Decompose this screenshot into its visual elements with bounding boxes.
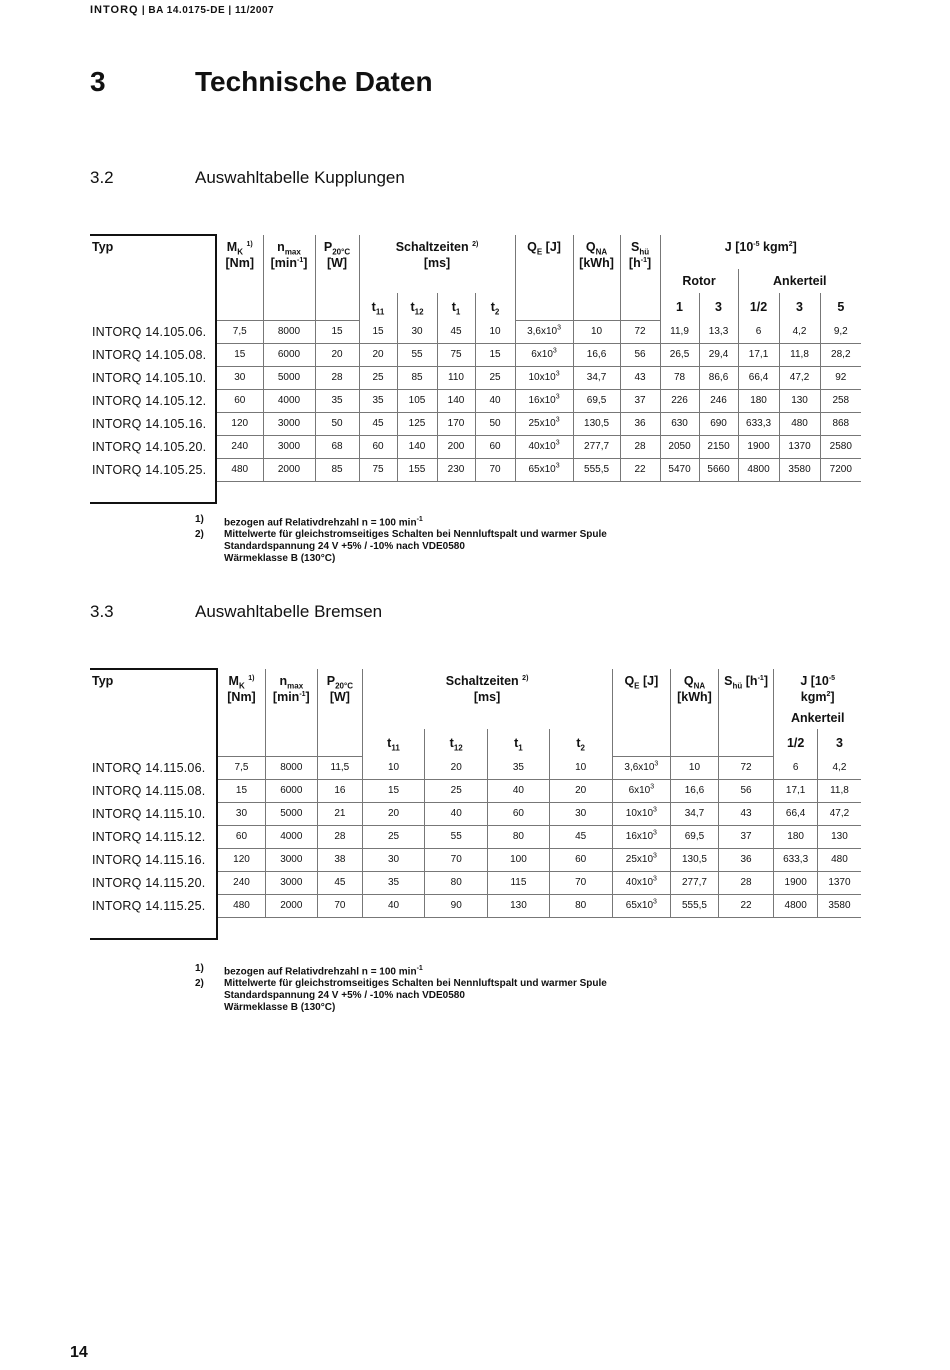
- col-header-ankerteil: Ankerteil: [738, 269, 861, 293]
- table-cell: 13,3: [699, 320, 738, 343]
- table-cell: 28: [620, 435, 660, 458]
- table-cell: 1370: [817, 871, 861, 894]
- table-cell: 66,4: [738, 366, 779, 389]
- table-cell: 25: [359, 366, 397, 389]
- table-cell: 130,5: [671, 848, 719, 871]
- table-row: [90, 779, 861, 802]
- table-cell: 555,5: [671, 894, 719, 917]
- footnote: Wärmeklasse B (130°C): [224, 553, 336, 565]
- col-header-j: J [$10^{-5}$ kgm$^2$]: [660, 235, 861, 269]
- table-cell: 43: [718, 802, 774, 825]
- col-header-anker-3: 3: [779, 293, 820, 320]
- col-header-t1: $t_1$: [488, 729, 550, 756]
- table-cell: 4000: [263, 389, 315, 412]
- type-cell: INTORQ 14.105.25.: [90, 458, 216, 481]
- table-cell: 1900: [738, 435, 779, 458]
- table-cell: 180: [738, 389, 779, 412]
- table-cell: 21: [318, 802, 363, 825]
- table-cell: 3000: [263, 412, 315, 435]
- table-row: [90, 894, 861, 917]
- table-cell: 78: [660, 366, 699, 389]
- table-cell: 20: [359, 343, 397, 366]
- table-cell: 15: [475, 343, 515, 366]
- table-cell: 11,8: [817, 779, 861, 802]
- table-cell: 5660: [699, 458, 738, 481]
- col-header-t1: $t_1$: [437, 293, 475, 320]
- table-cell: 34,7: [671, 802, 719, 825]
- table-cell: 17,1: [738, 343, 779, 366]
- table-cell: 92: [820, 366, 861, 389]
- col-header-p20: $P_{20^\circ C}$ [W]: [318, 669, 363, 729]
- table-cell: 72: [718, 756, 774, 779]
- table-cell: 110: [437, 366, 475, 389]
- table-cell: 75: [437, 343, 475, 366]
- table-cell: 43: [620, 366, 660, 389]
- table-cell: 28: [718, 871, 774, 894]
- kupplungen-table: [90, 234, 861, 504]
- col-header-anker-3: 3: [817, 729, 861, 756]
- table-cell: 10: [573, 320, 620, 343]
- table-cell: 10: [549, 756, 612, 779]
- col-header-qna: $Q_{NA}$ [kWh]: [671, 669, 719, 729]
- col-header-typ: Typ: [90, 669, 217, 729]
- type-cell: INTORQ 14.105.16.: [90, 412, 216, 435]
- col-header-typ: Typ: [90, 235, 216, 293]
- table-cell: 70: [549, 871, 612, 894]
- table-cell: 555,5: [573, 458, 620, 481]
- table-cell: 130: [488, 894, 550, 917]
- table-cell: $40x10^3$: [612, 871, 671, 894]
- table-cell: 90: [425, 894, 488, 917]
- col-header-ankerteil: Ankerteil: [774, 705, 861, 729]
- table-cell: 35: [315, 389, 359, 412]
- table-cell: 34,7: [573, 366, 620, 389]
- col-header-t12: $t_{12}$: [425, 729, 488, 756]
- table-cell: 3580: [779, 458, 820, 481]
- table-cell: 75: [359, 458, 397, 481]
- table-cell: 120: [216, 412, 263, 435]
- table-cell: 40: [425, 802, 488, 825]
- table-cell: 6: [738, 320, 779, 343]
- table-cell: 5000: [263, 366, 315, 389]
- kupplungen-footnotes: [195, 514, 607, 565]
- table-cell: 40: [488, 779, 550, 802]
- table-cell: 26,5: [660, 343, 699, 366]
- table-cell: 4800: [774, 894, 818, 917]
- col-header-p20: $P_{20^\circ C}$ [W]: [315, 235, 359, 293]
- table-cell: 60: [549, 848, 612, 871]
- type-cell: INTORQ 14.115.10.: [90, 802, 217, 825]
- col-header-qe: $Q_E$ [J]: [612, 669, 671, 729]
- table-cell: 55: [425, 825, 488, 848]
- table-cell: 30: [216, 366, 263, 389]
- table-cell: 36: [620, 412, 660, 435]
- col-header-j: J [$10^{-5}$ kgm$^2$]: [774, 669, 861, 705]
- table-cell: 633,3: [774, 848, 818, 871]
- col-header-anker-12: 1/2: [738, 293, 779, 320]
- col-header-anker-5: 5: [820, 293, 861, 320]
- table-cell: 28: [315, 366, 359, 389]
- table-cell: $3,6x10^3$: [515, 320, 573, 343]
- table-cell: $16x10^3$: [612, 825, 671, 848]
- table-cell: 28: [318, 825, 363, 848]
- table-row: [90, 802, 861, 825]
- table-cell: 105: [397, 389, 437, 412]
- col-header-t12: $t_{12}$: [397, 293, 437, 320]
- table-cell: 17,1: [774, 779, 818, 802]
- table-cell: 170: [437, 412, 475, 435]
- col-header-qe: $Q_E$ [J]: [515, 235, 573, 293]
- table-cell: 480: [817, 848, 861, 871]
- table-cell: 80: [488, 825, 550, 848]
- table-cell: 30: [217, 802, 265, 825]
- table-cell: 15: [217, 779, 265, 802]
- col-header-shu: $S_{hü}$ $[h^{-1}]$: [718, 669, 774, 729]
- table-cell: $65x10^3$: [515, 458, 573, 481]
- section-number-bremsen: 3.3: [90, 602, 114, 621]
- table-cell: 38: [318, 848, 363, 871]
- table-row: [90, 825, 861, 848]
- table-cell: 55: [397, 343, 437, 366]
- table-cell: $40x10^3$: [515, 435, 573, 458]
- table-cell: 6000: [263, 343, 315, 366]
- footnote: Standardspannung 24 V +5% / -10% nach VDE0580: [224, 541, 465, 553]
- chapter-title: Technische Daten: [195, 66, 433, 97]
- table-cell: 3000: [265, 848, 318, 871]
- table-cell: $3,6x10^3$: [612, 756, 671, 779]
- table-cell: 60: [488, 802, 550, 825]
- table-cell: 10: [475, 320, 515, 343]
- table-cell: 140: [437, 389, 475, 412]
- table-cell: 125: [397, 412, 437, 435]
- table-cell: 630: [660, 412, 699, 435]
- table-cell: 240: [217, 871, 265, 894]
- table-cell: 60: [216, 389, 263, 412]
- type-cell: INTORQ 14.115.25.: [90, 894, 217, 917]
- col-header-mk: $M_K$ $^{1)}$ [Nm]: [225, 240, 254, 270]
- table-row: [90, 412, 861, 435]
- table-cell: 15: [315, 320, 359, 343]
- table-cell: 480: [216, 458, 263, 481]
- brand-logo: INTORQ: [90, 4, 139, 16]
- table-cell: 45: [437, 320, 475, 343]
- table-row: [90, 435, 861, 458]
- table-cell: 246: [699, 389, 738, 412]
- table-cell: 30: [397, 320, 437, 343]
- table-cell: 15: [216, 343, 263, 366]
- table-cell: $10x10^3$: [612, 802, 671, 825]
- table-cell: 16,6: [573, 343, 620, 366]
- table-cell: 30: [362, 848, 425, 871]
- col-header-nmax: $n_{max}$ $[\min^{-1}]$: [263, 235, 315, 293]
- table-cell: 56: [620, 343, 660, 366]
- table-cell: 7,5: [216, 320, 263, 343]
- type-cell: INTORQ 14.105.10.: [90, 366, 216, 389]
- page-header: [90, 4, 274, 16]
- page-number: 14: [70, 1344, 88, 1361]
- table-cell: 6: [774, 756, 818, 779]
- table-cell: 50: [475, 412, 515, 435]
- table-cell: 70: [318, 894, 363, 917]
- type-cell: INTORQ 14.115.20.: [90, 871, 217, 894]
- table-cell: 25: [425, 779, 488, 802]
- col-header-rotor-1: 1: [660, 293, 699, 320]
- table-cell: 240: [216, 435, 263, 458]
- table-cell: 7200: [820, 458, 861, 481]
- table-cell: $6x10^3$: [515, 343, 573, 366]
- table-cell: 11,5: [318, 756, 363, 779]
- col-header-t2: $t_2$: [549, 729, 612, 756]
- table-cell: 633,3: [738, 412, 779, 435]
- table-cell: 2050: [660, 435, 699, 458]
- table-cell: 226: [660, 389, 699, 412]
- table-cell: 68: [315, 435, 359, 458]
- table-cell: $6x10^3$: [612, 779, 671, 802]
- table-cell: $10x10^3$: [515, 366, 573, 389]
- table-row: [90, 458, 861, 481]
- table-cell: 60: [359, 435, 397, 458]
- table-cell: 60: [475, 435, 515, 458]
- table-cell: 8000: [265, 756, 318, 779]
- table-cell: 70: [425, 848, 488, 871]
- table-row: [90, 320, 861, 343]
- table-cell: 690: [699, 412, 738, 435]
- table-cell: 25: [362, 825, 425, 848]
- table-cell: 5000: [265, 802, 318, 825]
- col-header-nmax: $n_{max}$ $[\min^{-1}]$: [265, 669, 318, 729]
- table-cell: 85: [315, 458, 359, 481]
- table-row: [90, 389, 861, 412]
- type-cell: INTORQ 14.105.08.: [90, 343, 216, 366]
- table-cell: 10: [671, 756, 719, 779]
- table-cell: 130: [817, 825, 861, 848]
- table-cell: 2000: [263, 458, 315, 481]
- section-number-kupplungen: 3.2: [90, 168, 114, 187]
- table-cell: 140: [397, 435, 437, 458]
- table-cell: 30: [549, 802, 612, 825]
- table-cell: 130,5: [573, 412, 620, 435]
- table-cell: 35: [362, 871, 425, 894]
- table-cell: 45: [318, 871, 363, 894]
- table-cell: 22: [718, 894, 774, 917]
- table-cell: 40: [475, 389, 515, 412]
- table-cell: 22: [620, 458, 660, 481]
- table-cell: 66,4: [774, 802, 818, 825]
- table-cell: 28,2: [820, 343, 861, 366]
- col-header-rotor-3: 3: [699, 293, 738, 320]
- type-cell: INTORQ 14.115.12.: [90, 825, 217, 848]
- table-cell: 80: [549, 894, 612, 917]
- table-cell: 120: [217, 848, 265, 871]
- table-cell: 4800: [738, 458, 779, 481]
- table-cell: 1900: [774, 871, 818, 894]
- table-cell: $65x10^3$: [612, 894, 671, 917]
- type-cell: INTORQ 14.115.16.: [90, 848, 217, 871]
- table-cell: 69,5: [573, 389, 620, 412]
- footnote: 2) Mittelwerte für gleichstromseitiges Schalten bei Nennluftspalt und warmer Spule: [195, 529, 607, 541]
- table-cell: 45: [359, 412, 397, 435]
- table-cell: 1370: [779, 435, 820, 458]
- table-row: [90, 871, 861, 894]
- table-cell: 180: [774, 825, 818, 848]
- footnote: Wärmeklasse B (130°C): [224, 1002, 336, 1014]
- col-header-mk: $M_K$ $^{1)}$ [Nm]: [227, 674, 256, 704]
- table-cell: 230: [437, 458, 475, 481]
- table-cell: 16: [318, 779, 363, 802]
- table-cell: $25x10^3$: [515, 412, 573, 435]
- table-cell: 45: [549, 825, 612, 848]
- table-cell: 100: [488, 848, 550, 871]
- table-cell: 60: [217, 825, 265, 848]
- table-cell: $16x10^3$: [515, 389, 573, 412]
- type-cell: INTORQ 14.105.20.: [90, 435, 216, 458]
- col-header-anker-12: 1/2: [774, 729, 818, 756]
- table-cell: 130: [779, 389, 820, 412]
- footnote: 1) bezogen auf Relativdrehzahl n = 100 $\min^{-1}$: [195, 963, 423, 978]
- table-cell: 70: [475, 458, 515, 481]
- table-cell: 47,2: [817, 802, 861, 825]
- col-header-t11: $t_{11}$: [359, 293, 397, 320]
- table-cell: 868: [820, 412, 861, 435]
- table-cell: 85: [397, 366, 437, 389]
- table-cell: 25: [475, 366, 515, 389]
- table-cell: 37: [620, 389, 660, 412]
- table-cell: 15: [362, 779, 425, 802]
- table-cell: 69,5: [671, 825, 719, 848]
- bremsen-table: [90, 668, 861, 940]
- footnote: 2) Mittelwerte für gleichstromseitiges Schalten bei Nennluftspalt und warmer Spule: [195, 978, 607, 990]
- table-cell: 35: [359, 389, 397, 412]
- table-cell: 277,7: [573, 435, 620, 458]
- footnote: Standardspannung 24 V +5% / -10% nach VDE0580: [224, 990, 465, 1002]
- table-cell: 8000: [263, 320, 315, 343]
- table-row: [90, 343, 861, 366]
- table-row: [90, 848, 861, 871]
- table-cell: 4,2: [779, 320, 820, 343]
- col-header-rotor: Rotor: [660, 269, 738, 293]
- table-cell: 35: [488, 756, 550, 779]
- footnote: 1) bezogen auf Relativdrehzahl n = 100 $\min^{-1}$: [195, 514, 423, 529]
- table-cell: 258: [820, 389, 861, 412]
- section-title-bremsen: Auswahltabelle Bremsen: [195, 602, 383, 621]
- table-cell: 86,6: [699, 366, 738, 389]
- table-cell: 2580: [820, 435, 861, 458]
- chapter-number: 3: [90, 66, 106, 97]
- table-row: [90, 366, 861, 389]
- table-cell: 15: [359, 320, 397, 343]
- table-cell: 115: [488, 871, 550, 894]
- table-cell: $25x10^3$: [612, 848, 671, 871]
- table-cell: 72: [620, 320, 660, 343]
- table-cell: 2000: [265, 894, 318, 917]
- section-title-kupplungen: Auswahltabelle Kupplungen: [195, 168, 405, 187]
- table-cell: 80: [425, 871, 488, 894]
- table-cell: 155: [397, 458, 437, 481]
- table-cell: 3580: [817, 894, 861, 917]
- table-cell: 9,2: [820, 320, 861, 343]
- table-cell: 4000: [265, 825, 318, 848]
- table-cell: 29,4: [699, 343, 738, 366]
- table-cell: 56: [718, 779, 774, 802]
- table-cell: 5470: [660, 458, 699, 481]
- doc-reference: | BA 14.0175-DE | 11/2007: [141, 5, 275, 16]
- col-header-schaltzeiten: Schaltzeiten $^{2)}$ [ms]: [362, 669, 612, 729]
- table-cell: 20: [549, 779, 612, 802]
- table-cell: 11,9: [660, 320, 699, 343]
- table-cell: 50: [315, 412, 359, 435]
- table-cell: 277,7: [671, 871, 719, 894]
- table-cell: 20: [425, 756, 488, 779]
- table-cell: 480: [217, 894, 265, 917]
- table-cell: 10: [362, 756, 425, 779]
- type-cell: INTORQ 14.105.06.: [90, 320, 216, 343]
- table-cell: 37: [718, 825, 774, 848]
- type-cell: INTORQ 14.105.12.: [90, 389, 216, 412]
- type-cell: INTORQ 14.115.08.: [90, 779, 217, 802]
- table-cell: 40: [362, 894, 425, 917]
- table-cell: 3000: [263, 435, 315, 458]
- col-header-shu: $S_{hü}$ $[h^{-1}]$: [620, 235, 660, 293]
- table-cell: 11,8: [779, 343, 820, 366]
- table-cell: 3000: [265, 871, 318, 894]
- table-row: [90, 756, 861, 779]
- table-cell: 200: [437, 435, 475, 458]
- type-cell: INTORQ 14.115.06.: [90, 756, 217, 779]
- table-cell: 2150: [699, 435, 738, 458]
- table-cell: 480: [779, 412, 820, 435]
- col-header-schaltzeiten: Schaltzeiten $^{2)}$ [ms]: [359, 235, 515, 293]
- table-cell: 36: [718, 848, 774, 871]
- table-cell: 7,5: [217, 756, 265, 779]
- col-header-t2: $t_2$: [475, 293, 515, 320]
- table-cell: 16,6: [671, 779, 719, 802]
- table-cell: 6000: [265, 779, 318, 802]
- col-header-qna: $Q_{NA}$ [kWh]: [573, 235, 620, 293]
- bremsen-footnotes: [195, 963, 607, 1014]
- table-cell: 4,2: [817, 756, 861, 779]
- col-header-t11: $t_{11}$: [362, 729, 425, 756]
- table-cell: 20: [315, 343, 359, 366]
- table-cell: 47,2: [779, 366, 820, 389]
- table-cell: 20: [362, 802, 425, 825]
